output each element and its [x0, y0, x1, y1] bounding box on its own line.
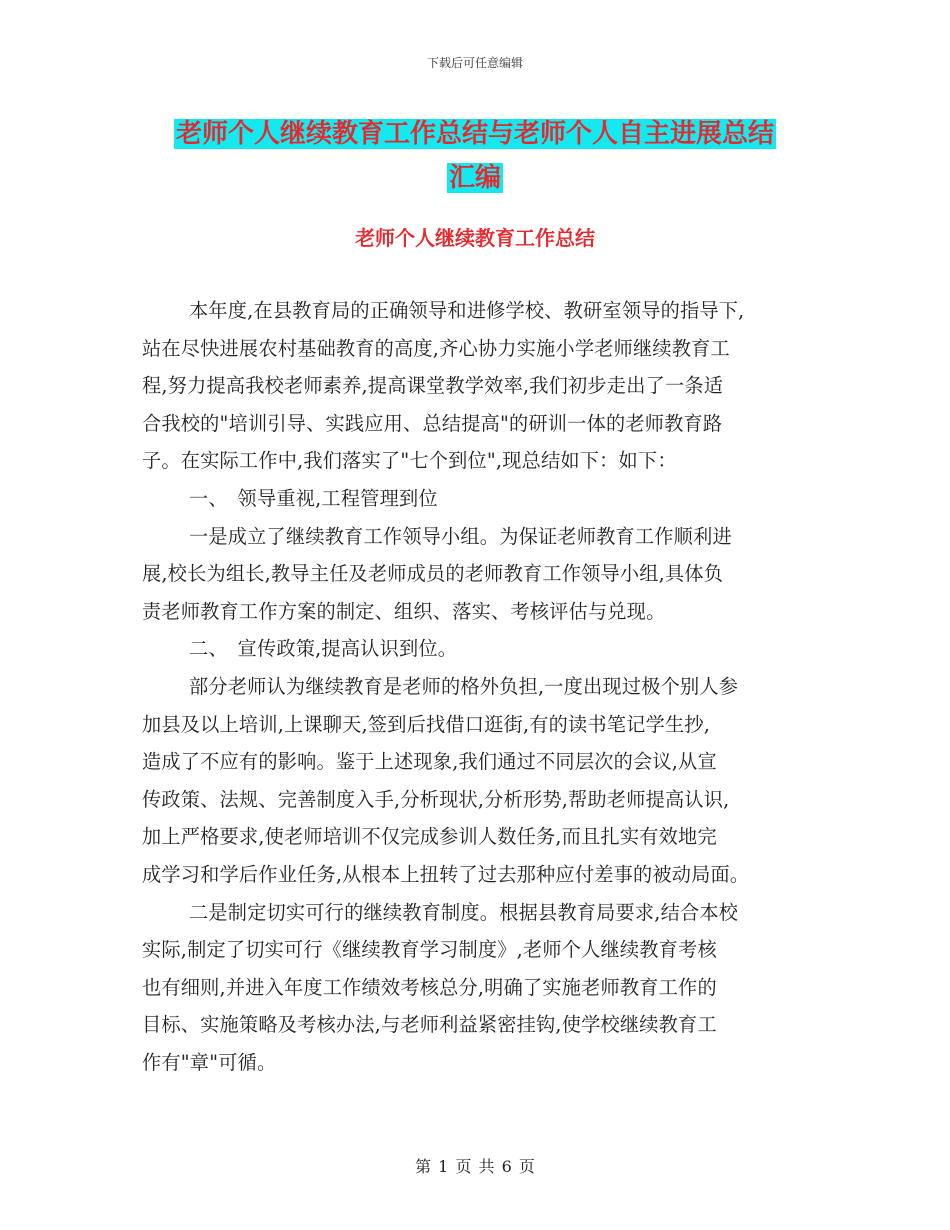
document-title-line-1: 老师个人继续教育工作总结与老师个人自主进展总结 — [175, 119, 774, 149]
body-line: 程,努力提高我校老师素养,提高课堂教学效率,我们初步走出了一条适 — [142, 374, 724, 398]
body-line: 展,校长为组长,教导主任及老师成员的老师教育工作领导小组,具体负 — [142, 562, 724, 586]
body-line: 作有"章"可循。 — [142, 1050, 277, 1074]
section-title: 老师个人继续教育工作总结 — [355, 226, 595, 250]
document-title — [0, 112, 950, 200]
body-line: 目标、实施策略及考核办法,与老师利益紧密挂钩,使学校继续教育工 — [142, 1013, 717, 1037]
page-footer: 第 1 页 共 6 页 — [415, 1157, 535, 1176]
header-note: 下载后可任意编辑 — [426, 56, 523, 70]
body-line: 加县及以上培训,上课聊天,签到后找借口逛街,有的读书笔记学生抄, — [142, 712, 711, 736]
document-title-line-2: 汇编 — [448, 163, 501, 193]
body-line: 也有细则,并进入年度工作绩效考核总分,明确了实施老师教育工作的 — [142, 975, 717, 999]
body-line: 二是制定切实可行的继续教育制度。根据县教育局要求,结合本校 — [189, 900, 739, 924]
body-line: 子。在实际工作中,我们落实了"七个到位",现总结如下：如下： — [142, 449, 677, 473]
body-line: 加上严格要求,使老师培训不仅完成参训人数任务,而且扎实有效地完 — [142, 825, 717, 849]
body-text — [142, 292, 822, 1081]
body-line: 站在尽快进展农村基础教育的高度,齐心协力实施小学老师继续教育工 — [142, 336, 730, 360]
body-line: 部分老师认为继续教育是老师的格外负担,一度出现过极个别人参 — [189, 674, 739, 698]
body-line: 成学习和学后作业任务,从根本上扭转了过去那种应付差事的被动局面。 — [142, 862, 750, 886]
body-line: 实际,制定了切实可行《继续教育学习制度》,老师个人继续教育考核 — [142, 938, 717, 962]
body-line: 责老师教育工作方案的制定、组织、落实、考核评估与兑现。 — [142, 599, 666, 623]
body-line: 传政策、法规、完善制度入手,分析现状,分析形势,帮助老师提高认识, — [142, 787, 730, 811]
body-line: 合我校的"培训引导、实践应用、总结提高"的研训一体的老师教育路 — [142, 411, 723, 435]
body-line: 一是成立了继续教育工作领导小组。为保证老师教育工作顺利进 — [189, 524, 732, 548]
body-line: 本年度,在县教育局的正确领导和进修学校、教研室领导的指导下, — [189, 299, 745, 322]
body-line: 二、 宣传政策,提高认识到位。 — [189, 637, 458, 661]
body-line: 造成了不应有的影响。鉴于上述现象,我们通过不同层次的会议,从宣 — [142, 750, 717, 774]
body-line: 一、 领导重视,工程管理到位 — [189, 486, 438, 510]
